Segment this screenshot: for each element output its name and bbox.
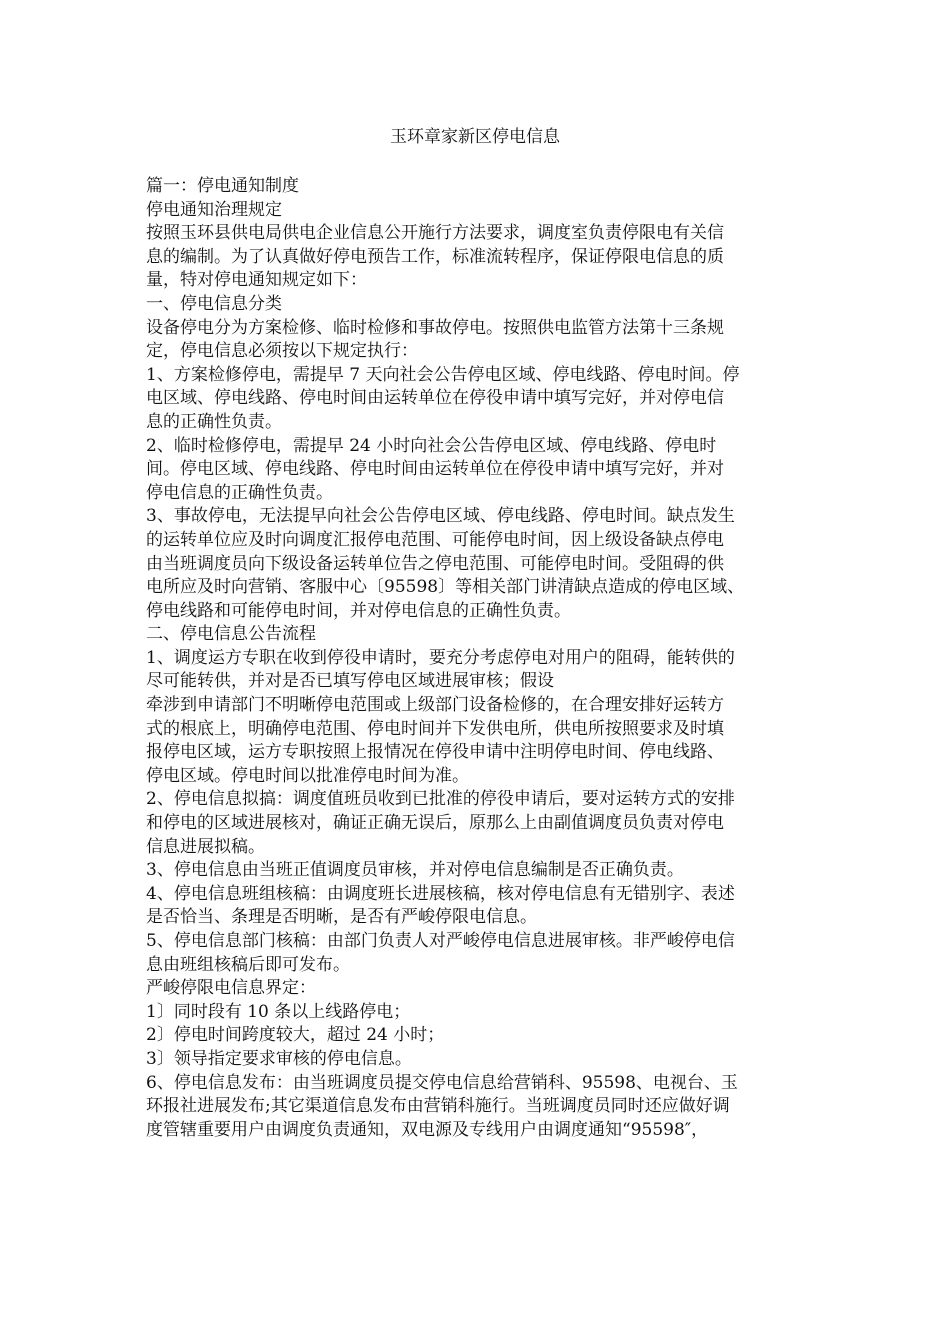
body-line: 定，停电信息必须按以下规定执行： xyxy=(146,341,418,362)
body-line: 2、停电信息拟搞：调度值班员收到已批准的停役申请后，要对运转方式的安排 xyxy=(146,789,735,810)
body-line: 尽可能转供，并对是否已填写停电区域进展审核；假设 xyxy=(146,671,554,692)
body-line: 息的编制。为了认真做好停电预告工作，标准流转程序，保证停限电信息的质 xyxy=(146,246,724,267)
body-line: 1、方案检修停电，需提早 7 天向社会公告停电区域、停电线路、停电时间。停 xyxy=(146,364,740,385)
body-line: 间。停电区域、停电线路、停电时间由运转单位在停役申请中填写完好，并对 xyxy=(146,459,724,480)
body-line: 严峻停限电信息界定： xyxy=(146,978,316,999)
body-line: 停电线路和可能停电时间，并对停电信息的正确性负责。 xyxy=(146,600,571,621)
body-line: 电区域、停电线路、停电时间由运转单位在停役申请中填写完好，并对停电信 xyxy=(146,388,724,409)
body-line: 设备停电分为方案检修、临时检修和事故停电。按照供电监管方法第十三条规 xyxy=(146,317,724,338)
body-line: 息由班组核稿后即可发布。 xyxy=(146,954,350,975)
body-line: 电所应及时向营销、客服中心〔95598〕等相关部门讲清缺点造成的停电区域、 xyxy=(146,577,745,598)
body-line: 5、停电信息部门核稿：由部门负责人对严峻停电信息进展审核。非严峻停电信 xyxy=(146,931,735,951)
body-line: 停电通知治理规定 xyxy=(146,199,282,220)
body-line: 息的正确性负责。 xyxy=(146,411,282,432)
body-line: 量，特对停电通知规定如下： xyxy=(146,270,367,291)
document-body xyxy=(146,175,808,1142)
body-line: 6、停电信息发布：由当班调度员提交停电信息给营销科、95598、电视台、玉 xyxy=(146,1072,738,1093)
body-line: 环报社进展发布;其它渠道信息发布由营销科施行。当班调度员同时还应做好调 xyxy=(146,1096,730,1117)
body-line: 由当班调度员向下级设备运转单位告之停电范围、可能停电时间。受阻碍的供 xyxy=(146,553,724,574)
body-line: 停电区域。停电时间以批准停电时间为准。 xyxy=(146,765,469,786)
body-line: 1〕同时段有 10 条以上线路停电； xyxy=(146,1001,411,1022)
body-line: 信息进展拟稿。 xyxy=(146,836,265,857)
body-line: 式的根底上，明确停电范围、停电时间并下发供电所，供电所按照要求及时填 xyxy=(146,718,724,739)
body-line: 牵涉到申请部门不明晰停电范围或上级部门设备检修的，在合理安排好运转方 xyxy=(146,695,724,716)
body-line: 2、临时检修停电，需提早 24 小时向社会公告停电区域、停电线路、停电时 xyxy=(146,435,717,456)
body-line: 3〕领导指定要求审核的停电信息。 xyxy=(146,1048,412,1069)
body-line: 3、事故停电，无法提早向社会公告停电区域、停电线路、停电时间。缺点发生 xyxy=(146,506,735,527)
body-line: 篇一：停电通知制度 xyxy=(146,176,299,196)
body-line: 和停电的区域进展核对，确证正确无误后，原那么上由副值调度员负责对停电 xyxy=(146,813,724,834)
body-line: 一、停电信息分类 xyxy=(146,293,282,314)
body-line: 3、停电信息由当班正值调度员审核，并对停电信息编制是否正确负责。 xyxy=(146,860,684,881)
body-line: 按照玉环县供电局供电企业信息公开施行方法要求，调度室负责停限电有关信 xyxy=(146,223,724,244)
body-line: 是否恰当、条理是否明晰，是否有严峻停限电信息。 xyxy=(146,907,537,928)
body-line: 二、停电信息公告流程 xyxy=(146,624,316,645)
body-line: 度管辖重要用户由调度负责通知，双电源及专线用户由调度通知“95598″， xyxy=(146,1119,709,1140)
body-line: 2〕停电时间跨度较大，超过 24 小时； xyxy=(146,1025,445,1046)
body-line: 1、调度运方专职在收到停役申请时，要充分考虑停电对用户的阻碍，能转供的 xyxy=(146,647,735,668)
body-line: 停电信息的正确性负责。 xyxy=(146,482,333,503)
document-title: 玉环章家新区停电信息 xyxy=(390,127,560,147)
body-line: 报停电区域，运方专职按照上报情况在停役申请中注明停电时间、停电线路、 xyxy=(146,742,724,763)
body-line: 4、停电信息班组核稿：由调度班长进展核稿，核对停电信息有无错别字、表述 xyxy=(146,883,735,904)
body-line: 的运转单位应及时向调度汇报停电范围、可能停电时间，因上级设备缺点停电 xyxy=(146,529,724,550)
